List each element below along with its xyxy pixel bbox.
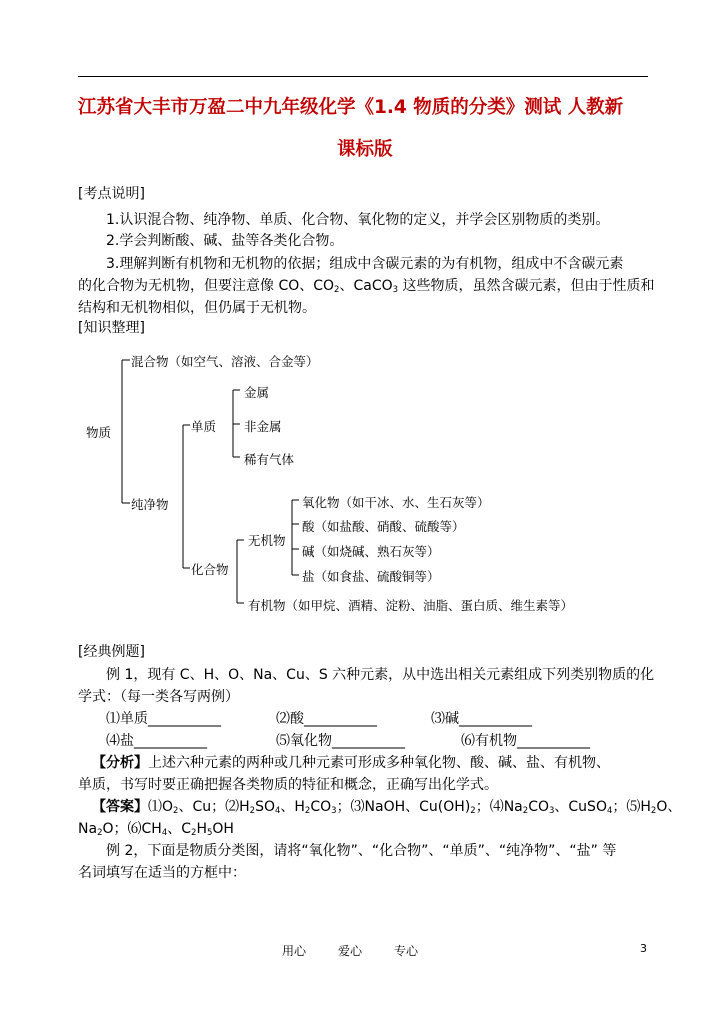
example-2-line2: 名词填写在适当的方框中： [78, 865, 246, 881]
kaodian-item-3-line1: 3.理解判断有机物和无机物的依据；组成中含碳元素的为有机物，组成中不含碳元素 [106, 256, 624, 272]
tree-inorganic: 无机物 [248, 533, 286, 548]
tree-noble-gas: 稀有气体 [244, 452, 295, 467]
answer-line1: 【答案】$⑴O_2$、Cu；$⑵H_2SO_4$、$H_2CO_3$；⑶NaOH、$Cu(OH)_2$；$⑷Na_2CO_3$、CuSO$_4$；$⑸H_2O$、 [92, 799, 682, 816]
tree-base: 碱（如烧碱、熟石灰等） [302, 544, 440, 559]
tree-acid: 酸（如盐酸、硝酸、硫酸等） [302, 519, 465, 534]
jingdian-heading: [经典例题] [78, 644, 145, 660]
tree-oxide: 氧化物（如干冰、水、生石灰等） [302, 495, 490, 510]
page-title-line2: 课标版 [337, 139, 393, 160]
example-1-line1: 例 1，现有 C、H、O、Na、Cu、S 六种元素，从中选出相关元素组成下列类别物质的化 [106, 667, 655, 683]
tree-metal: 金属 [244, 385, 270, 400]
tree-mixture: 混合物（如空气、溶液、合金等） [131, 354, 319, 369]
example-1-line2: 学式：（每一类各写两例） [78, 689, 239, 705]
tree-pure: 纯净物 [131, 497, 169, 512]
analysis-line1: 【分析】上述六种元素的两种或几种元素可形成多种氧化物、酸、碱、盐、有机物、 [92, 755, 610, 771]
footer-motto-3: 专心 [394, 944, 419, 958]
tree-element: 单质 [191, 419, 217, 434]
example-2-line1: 例 2，下面是物质分类图，请将“氧化物”、“化合物”、“单质”、“纯净物”、“盐” 等 [106, 843, 617, 859]
kaodian-heading: [考点说明] [78, 186, 145, 202]
footer-motto-1: 用心 [282, 944, 307, 958]
question-1: ⑴单质____________ [106, 711, 220, 727]
question-5: ⑸氧化物____________ [276, 733, 404, 749]
tree-nonmetal: 非金属 [244, 419, 282, 434]
kaodian-item-2: 2.学会判断酸、碱、盐等各类化合物。 [106, 233, 344, 249]
question-4: ⑷盐____________ [106, 733, 206, 749]
page-title-line1: 江苏省大丰市万盈二中九年级化学《1.4 物质的分类》测试 人教新 [78, 97, 624, 118]
tree-salt: 盐（如食盐、硫酸铜等） [302, 569, 440, 584]
footer-motto-2: 爱心 [338, 944, 363, 958]
question-2: ⑵酸____________ [276, 711, 376, 727]
kaodian-item-1: 1.认识混合物、纯净物、单质、化合物、氧化物的定义，并学会区别物质的类别。 [106, 212, 610, 228]
tree-root: 物质 [86, 425, 112, 440]
analysis-line2: 单质，书写时要正确把握各类物质的特征和概念，正确写出化学式。 [78, 777, 498, 793]
kaodian-item-3-line3: 结构和无机物相似，但仍属于无机物。 [78, 300, 316, 316]
answer-line2: $Na_2O$；$⑹CH_4$、$C_2H_5OH$ [78, 821, 234, 838]
tree-compound: 化合物 [191, 562, 229, 577]
kaodian-item-3-line2: 的化合物为无机物，但要注意像 CO、$CO_2$、CaCO$_3$ 这些物质，虽然含碳元素，但由于性质和 [78, 278, 655, 295]
question-6: ⑹有机物____________ [461, 733, 589, 749]
question-3: ⑶碱____________ [431, 711, 531, 727]
page-number: 3 [640, 942, 647, 955]
zhishi-heading: [知识整理] [78, 320, 145, 336]
tree-organic: 有机物（如甲烷、酒精、淀粉、油脂、蛋白质、维生素等） [248, 598, 574, 613]
